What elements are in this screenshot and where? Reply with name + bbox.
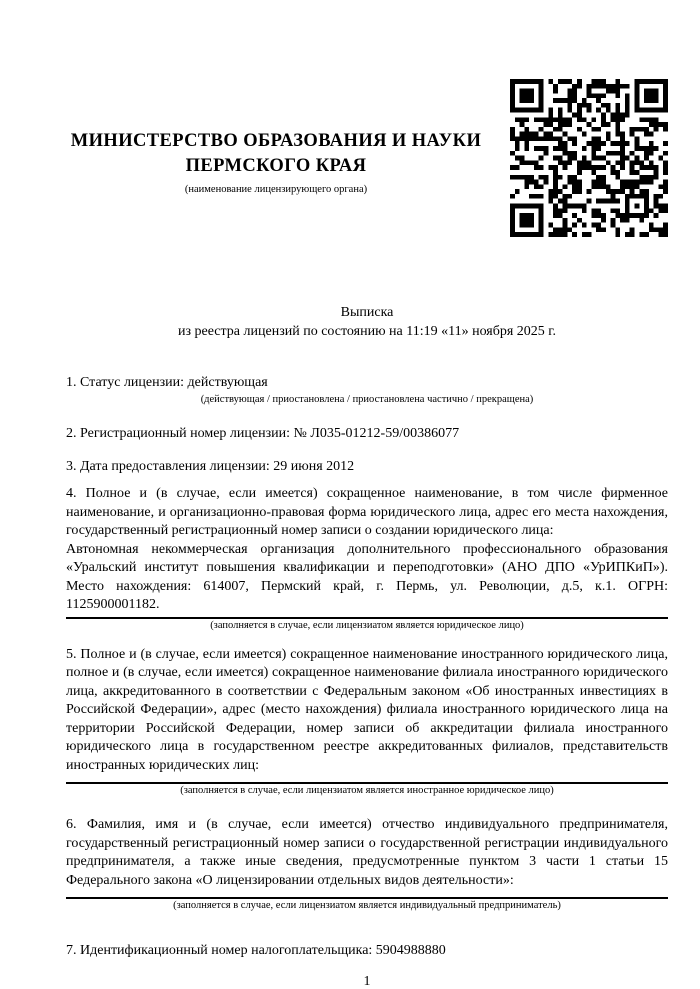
taxpayer-number-label: 7. Идентификационный номер налогоплательщика: xyxy=(66,943,373,958)
entrepreneur-label: 6. Фамилия, имя и (в случае, если имеется) отчество индивидуального предпринимателя, государственный регистрационный номер записи о государственной регистрации индивидуального предпринимателя, а также иные сведения, предусмотренные пунктом 3 части 1 статьи 15 Федерального закона «О лицензировании отдельных видов деятельности»: xyxy=(66,817,668,888)
registration-number-label: 2. Регистрационный номер лицензии: xyxy=(66,426,291,441)
foreign-entity-label: 5. Полное и (в случае, если имеется) сокращенное наименование иностранного юридического лица, полное и (в случае, если имеется) сокращенное наименование филиала иностранного юридического лица, аккредитованного в соответствии с Федеральным законом «Об иностранных инвестициях в Российской Федерации», адрес (место нахождения) филиала иностранного юридического лица на территории Российской Федерации, номер записи об аккредитации филиала иностранного юридического лица в государственном реестре аккредитованных филиалов, представительств иностранных юридических лиц: xyxy=(66,646,668,773)
taxpayer-number-field xyxy=(66,941,668,960)
legal-entity-caption: (заполняется в случае, если лицензиатом является юридическое лицо) xyxy=(210,619,524,631)
license-status-hint: (действующая / приостановлена / приостановлена частично / прекращена) xyxy=(200,394,534,405)
legal-entity-field xyxy=(66,485,668,615)
page-number: 1 xyxy=(363,974,371,989)
entrepreneur-field xyxy=(66,816,668,890)
foreign-entity-field xyxy=(66,646,668,776)
registration-number-value: № Л035-01212-59/00386077 xyxy=(293,426,460,441)
license-status-label: 1. Статус лицензии: xyxy=(66,375,185,390)
taxpayer-number-value: 5904988880 xyxy=(375,943,446,958)
ministry-caption: (наименование лицензирующего органа) xyxy=(184,184,368,195)
document-title-line2: из реестра лицензий по состоянию на 11:19 «11» ноября 2025 г. xyxy=(178,324,556,339)
grant-date-label: 3. Дата предоставления лицензии: xyxy=(66,459,270,474)
document-body xyxy=(66,0,668,989)
document-title xyxy=(66,303,668,341)
legal-entity-label: 4. Полное и (в случае, если имеется) сокращенное наименование, в том числе фирменное наименование, и организационно-правовая форма юридического лица, адрес его места нахождения, государственный регистрационный номер записи о создании юридического лица: xyxy=(66,486,668,538)
license-status-field xyxy=(66,373,668,392)
legal-entity-value: Автономная некоммерческая организация дополнительного профессионального образования «Уральский институт повышения квалификации и переподготовки» (АНО ДПО «УрИПКиП»). Место нахождения: 614007, Пермский край, г. Пермь, ул. Революции, д.5, к.1. ОГРН: 1125900001182. xyxy=(66,541,668,612)
foreign-entity-caption: (заполняется в случае, если лицензиатом является иностранное юридическое лицо) xyxy=(180,785,554,796)
ministry-name-line2: ПЕРМСКОГО КРАЯ xyxy=(185,156,367,176)
ministry-name-line1: МИНИСТЕРСТВО ОБРАЗОВАНИЯ И НАУКИ xyxy=(70,131,482,151)
registration-number-field xyxy=(66,424,668,443)
entrepreneur-caption: (заполняется в случае, если лицензиатом является индивидуальный предприниматель) xyxy=(173,900,561,911)
grant-date-field xyxy=(66,457,668,476)
document-title-line1: Выписка xyxy=(340,305,394,320)
grant-date-value: 29 июня 2012 xyxy=(273,459,355,474)
license-status-value: действующая xyxy=(187,375,268,390)
